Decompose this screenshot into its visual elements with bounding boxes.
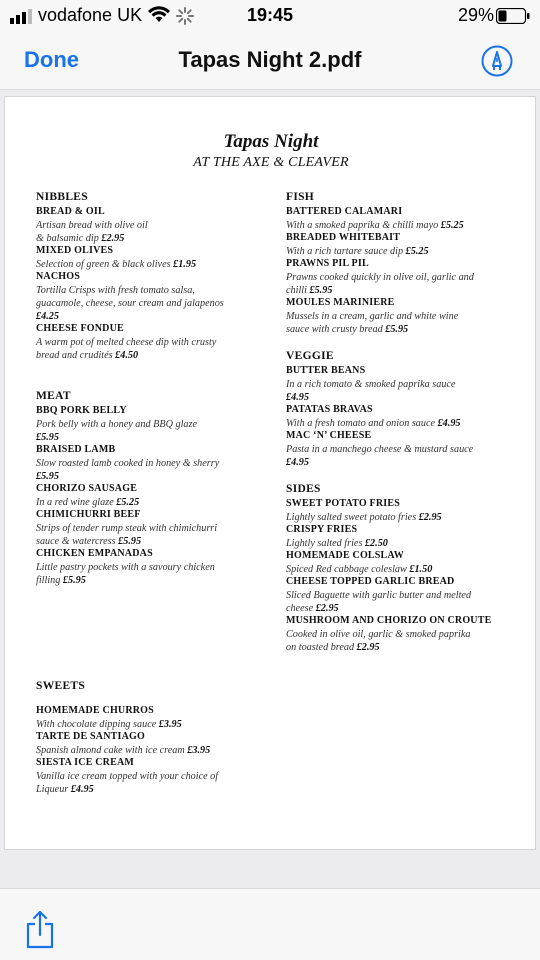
menu-item-description	[286, 537, 526, 550]
menu-item-price: £2.95	[356, 642, 380, 653]
description-line: Lightly salted fries	[286, 538, 365, 549]
description-line: Lightly salted sweet potato fries	[286, 512, 419, 523]
section-heading-veggie: VEGGIE	[286, 350, 334, 362]
menu-item-description	[286, 628, 526, 654]
description-line: on toasted bread	[286, 642, 357, 653]
menu-title: Tapas Night	[223, 131, 319, 152]
menu-item-name: CHIMICHURRI BEEF	[36, 509, 141, 520]
menu-item-name: HOMEMADE COLSLAW	[286, 550, 404, 561]
pdf-page	[4, 96, 536, 850]
menu-item-description	[286, 378, 526, 404]
document-title: Tapas Night 2.pdf	[178, 47, 362, 72]
menu-item-name: MIXED OLIVES	[36, 245, 114, 256]
description-line: With a rich tartare sauce dip	[286, 246, 406, 257]
description-line: Strips of tender rump steak with chimichurri	[36, 523, 218, 534]
description-line: With a fresh tomato and onion sauce	[286, 418, 438, 429]
menu-item-name: BATTERED CALAMARI	[286, 206, 403, 217]
menu-item-price: £5.25	[440, 220, 464, 231]
menu-item-name: CHEESE FONDUE	[36, 323, 124, 334]
menu-item-name: PRAWNS PIL PIL	[286, 258, 369, 269]
battery-icon	[496, 8, 530, 24]
menu-item-description	[286, 511, 526, 524]
description-line: Pork belly with a honey and BBQ glaze	[36, 419, 197, 430]
menu-item-description	[36, 744, 276, 757]
description-line: Cooked in olive oil, garlic & smoked paprika	[286, 629, 471, 640]
menu-item-price: £1.50	[409, 564, 433, 575]
menu-item-description	[36, 284, 276, 323]
status-bar	[0, 0, 540, 32]
menu-item-description	[286, 245, 526, 258]
description-line: Prawns cooked quickly in olive oil, garlic and	[286, 272, 474, 283]
menu-item-price: £3.95	[158, 719, 182, 730]
markup-button[interactable]	[480, 44, 514, 78]
menu-item-description	[36, 522, 276, 548]
section-heading-fish: FISH	[286, 191, 315, 203]
carrier-name: vodafone UK	[38, 5, 143, 25]
menu-item-price: £2.50	[364, 538, 388, 549]
description-line: guacamole, cheese, sour cream and jalapenos	[36, 298, 224, 309]
menu-item-name: HOMEMADE CHURROS	[36, 705, 154, 716]
section-heading-meat: MEAT	[36, 390, 71, 402]
menu-item-price: £3.95	[187, 745, 211, 756]
menu-item-name: NACHOS	[36, 271, 80, 282]
description-line: In a red wine glaze	[36, 497, 117, 508]
section-heading-nibbles: NIBBLES	[36, 191, 88, 203]
menu-item-price: £4.95	[286, 392, 309, 403]
menu-item-price: £5.95	[309, 285, 333, 296]
menu-item-name: MAC ‘N’ CHEESE	[286, 430, 372, 441]
document-viewer[interactable]	[0, 90, 540, 888]
section-heading-sweets: SWEETS	[36, 680, 86, 692]
menu-item-description	[36, 561, 276, 587]
menu-item-price: £2.95	[315, 603, 339, 614]
menu-item-description	[286, 443, 526, 469]
menu-item-description	[286, 271, 526, 297]
menu-item-name: BRAISED LAMB	[36, 444, 116, 455]
description-line: sauce with crusty bread	[286, 324, 386, 335]
menu-item-description	[36, 496, 276, 509]
menu-item-description	[36, 219, 276, 245]
menu-item-price: £4.95	[437, 418, 461, 429]
menu-item-price: £4.95	[70, 784, 94, 795]
battery-percent: 29%	[458, 5, 495, 25]
description-line: Liqueur	[36, 784, 71, 795]
description-line: Sliced Baguette with garlic butter and melted	[286, 590, 472, 601]
description-line: With chocolate dipping sauce	[36, 719, 159, 730]
done-button[interactable]: Done	[24, 47, 79, 72]
description-line: bread and crudités	[36, 350, 116, 361]
menu-item-description	[286, 219, 526, 232]
description-line: Vanilla ice cream topped with your choice of	[36, 771, 219, 782]
menu-item-price: £5.95	[62, 575, 86, 586]
description-line: Little pastry pockets with a savoury chicken	[36, 562, 215, 573]
menu-item-name: CRISPY FRIES	[286, 524, 358, 535]
menu-item-price: £4.50	[115, 350, 139, 361]
menu-item-description	[36, 258, 276, 271]
menu-item-description	[36, 336, 276, 362]
menu-item-price: £5.25	[405, 246, 429, 257]
menu-item-description	[36, 718, 276, 731]
menu-item-description	[36, 457, 276, 483]
share-icon	[24, 909, 56, 949]
navigation-bar	[0, 32, 540, 90]
menu-item-price: £4.95	[286, 457, 309, 468]
menu-item-description	[36, 418, 276, 444]
description-line: & balsamic dip	[36, 233, 102, 244]
description-line: With a smoked paprika & chilli mayo	[286, 220, 441, 231]
share-button[interactable]	[24, 909, 56, 949]
bottom-toolbar	[0, 888, 540, 960]
description-line: chilli	[286, 285, 310, 296]
description-line: Spanish almond cake with ice cream	[36, 745, 188, 756]
menu-item-name: CHORIZO SAUSAGE	[36, 483, 138, 494]
menu-item-description	[286, 589, 526, 615]
menu-item-price: £2.95	[101, 233, 125, 244]
menu-item-name: CHICKEN EMPANADAS	[36, 548, 153, 559]
menu-item-name: BREAD & OIL	[36, 206, 105, 217]
description-line: In a rich tomato & smoked paprika sauce	[286, 379, 456, 390]
description-line: Spiced Red cabbage coleslaw	[286, 564, 410, 575]
menu-item-name: SWEET POTATO FRIES	[286, 498, 401, 509]
menu-item-price: £5.95	[385, 324, 409, 335]
menu-item-description	[36, 770, 276, 796]
status-time: 19:45	[246, 5, 294, 25]
menu-item-name: CHEESE TOPPED GARLIC BREAD	[286, 576, 455, 587]
description-line: sauce & watercress	[36, 536, 119, 547]
menu-item-name: TARTE DE SANTIAGO	[36, 731, 145, 742]
menu-item-description	[286, 563, 526, 576]
description-line: cheese	[286, 603, 316, 614]
description-line: Pasta in a manchego cheese & mustard sauce	[286, 444, 474, 455]
menu-item-name: MUSHROOM AND CHORIZO ON CROUTE	[286, 615, 492, 626]
menu-item-name: BBQ PORK BELLY	[36, 405, 127, 416]
menu-item-description	[286, 417, 526, 430]
menu-item-price: £5.95	[36, 471, 59, 482]
menu-item-name: BUTTER BEANS	[286, 365, 366, 376]
description-line: Slow roasted lamb cooked in honey & sherry	[36, 458, 220, 469]
description-line: filling	[36, 575, 63, 586]
menu-item-name: BREADED WHITEBAIT	[286, 232, 401, 243]
description-line: Tortilla Crisps with fresh tomato salsa,	[36, 285, 195, 296]
menu-item-price: £5.95	[36, 432, 59, 443]
markup-pen-icon	[480, 44, 514, 78]
description-line: Selection of green & black olives	[36, 259, 174, 270]
menu-item-name: MOULES MARINIERE	[286, 297, 395, 308]
menu-item-price: £5.25	[116, 497, 140, 508]
menu-item-name: PATATAS BRAVAS	[286, 404, 373, 415]
section-heading-sides: SIDES	[286, 483, 321, 495]
menu-subtitle: AT THE AXE & CLEAVER	[193, 155, 349, 170]
menu-item-price: £2.95	[418, 512, 442, 523]
menu-item-price: £5.95	[118, 536, 142, 547]
description-line: A warm pot of melted cheese dip with crusty	[36, 337, 217, 348]
description-line: Artisan bread with olive oil	[36, 220, 148, 231]
menu-item-price: £1.95	[173, 259, 197, 270]
menu-item-name: SIESTA ICE CREAM	[36, 757, 135, 768]
menu-item-description	[286, 310, 526, 336]
menu-item-price: £4.25	[36, 311, 59, 322]
description-line: Mussels in a cream, garlic and white wine	[286, 311, 459, 322]
